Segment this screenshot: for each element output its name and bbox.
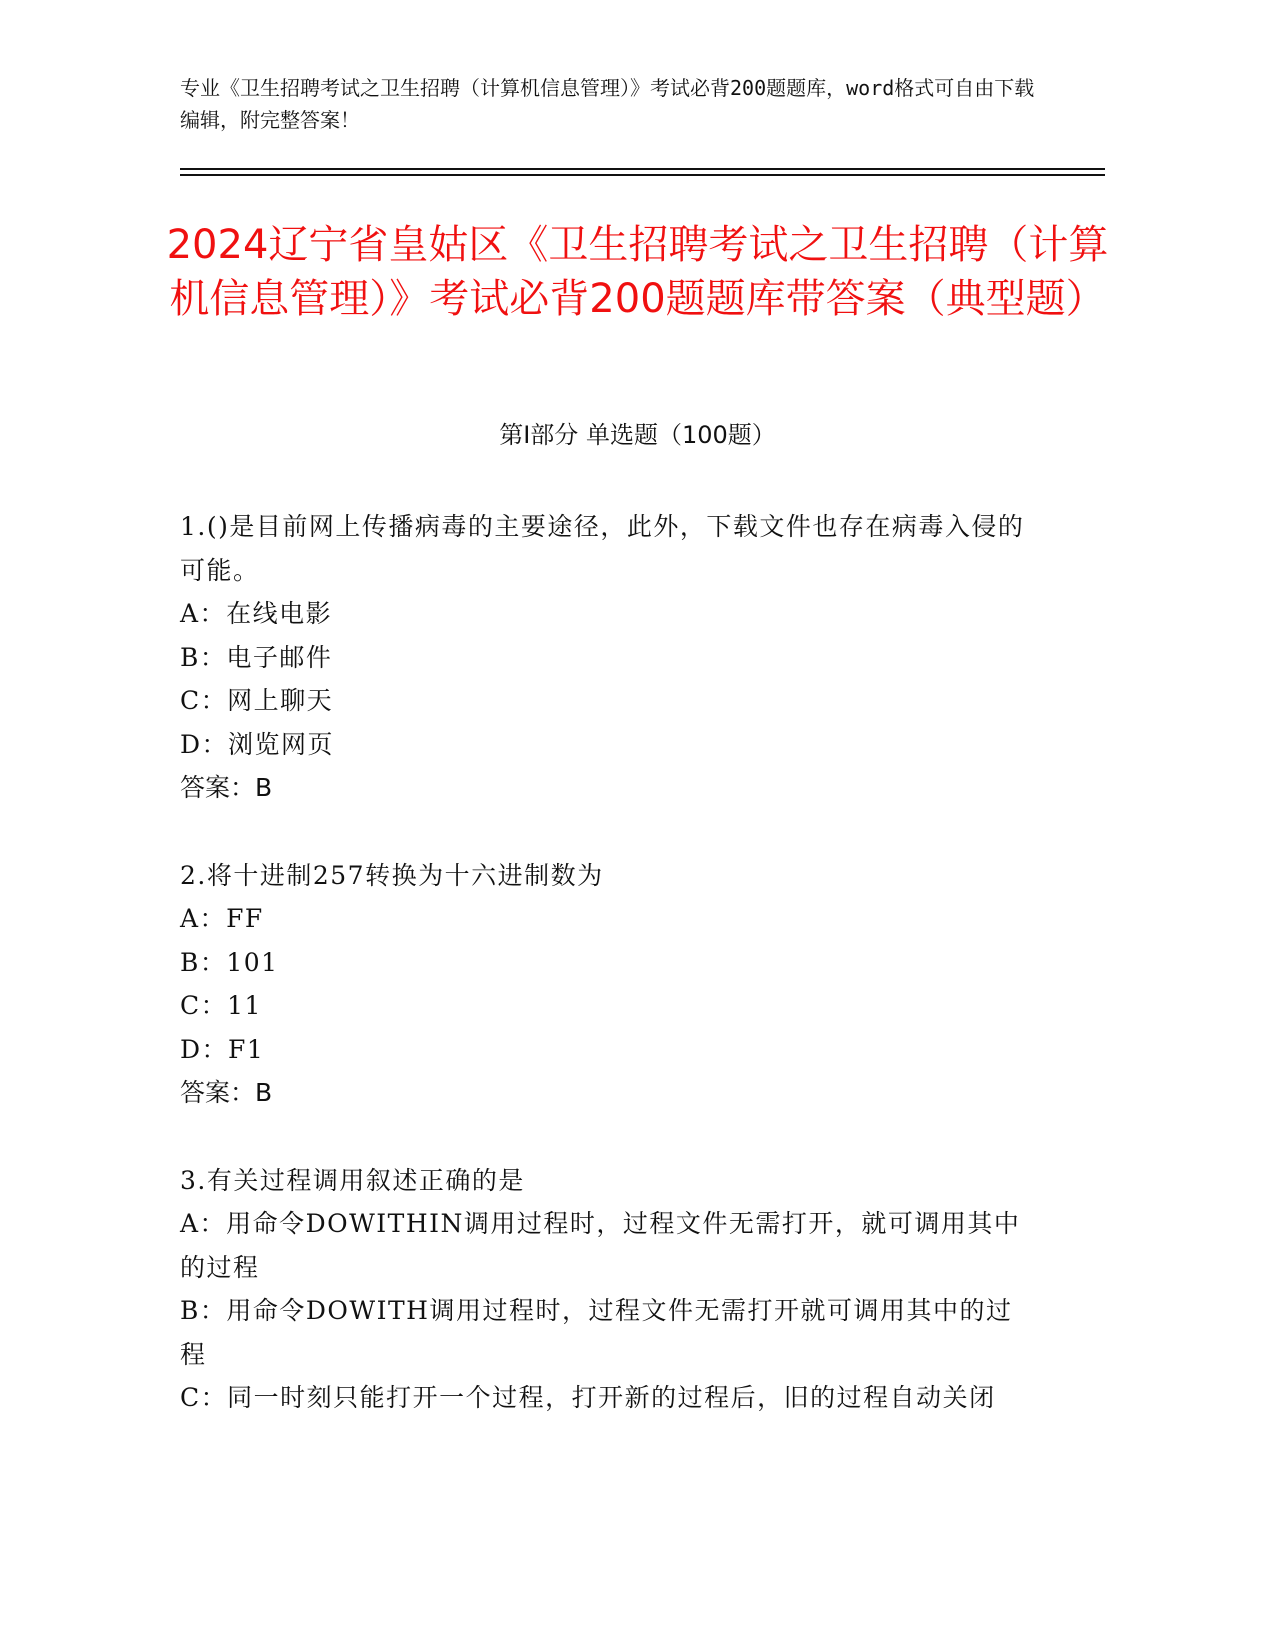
option-label: C：	[180, 1383, 228, 1412]
option-text: 用命令DOWITH调用过程时，过程文件无需打开就可调用其中的过程	[180, 1296, 1013, 1369]
option-b	[180, 636, 1030, 680]
header-note: 专业《卫生招聘考试之卫生招聘（计算机信息管理）》考试必背200题题库，word格式可自由下载编辑，附完整答案！	[180, 76, 1035, 132]
option-label: C：	[180, 991, 228, 1020]
option-c	[180, 984, 1030, 1028]
option-text: 网上聊天	[227, 686, 334, 715]
option-b	[180, 941, 1030, 985]
option-a	[180, 897, 1030, 941]
option-label: D：	[180, 1034, 229, 1064]
option-text: 电子邮件	[226, 642, 333, 672]
option-a	[180, 592, 1030, 636]
option-label: B：	[180, 947, 227, 977]
question-stem: 1.()是目前网上传播病毒的主要途径，此外，下载文件也存在病毒入侵的可能。	[180, 512, 1025, 585]
question-stem: 3.有关过程调用叙述正确的是	[180, 1165, 525, 1195]
option-text: 101	[226, 947, 279, 977]
question-2	[180, 854, 1030, 1115]
question-3	[180, 1159, 1030, 1420]
option-label: A：	[180, 904, 227, 933]
option-label: B：	[180, 642, 227, 672]
answer-line: 答案：B	[180, 1078, 273, 1107]
answer-line: 答案：B	[180, 773, 273, 802]
option-text: 11	[227, 991, 262, 1020]
option-d	[180, 723, 1030, 767]
option-text: 浏览网页	[228, 729, 335, 759]
option-label: A：	[180, 1209, 227, 1238]
question-stem: 2.将十进制257转换为十六进制数为	[180, 860, 604, 890]
question-list	[180, 505, 1030, 1464]
option-label: B：	[180, 1296, 227, 1325]
option-c	[180, 1376, 1030, 1420]
section-heading: 第Ⅰ部分 单选题（100题）	[499, 421, 776, 449]
question-1	[180, 505, 1030, 810]
option-d	[180, 1028, 1030, 1072]
document-title: 2024辽宁省皇姑区《卫生招聘考试之卫生招聘（计算机信息管理）》考试必背200题题库带答案（典型题）	[166, 222, 1109, 322]
option-c	[180, 679, 1030, 723]
header-divider-bottom	[180, 174, 1105, 176]
option-a	[180, 1202, 1030, 1289]
option-label: C：	[180, 686, 228, 715]
option-label: A：	[180, 599, 227, 628]
option-text: FF	[226, 904, 264, 933]
option-text: 在线电影	[226, 599, 333, 628]
option-text: 同一时刻只能打开一个过程，打开新的过程后，旧的过程自动关闭	[227, 1383, 996, 1412]
option-text: 用命令DOWITHIN调用过程时，过程文件无需打开，就可调用其中的过程	[180, 1209, 1021, 1282]
option-text: F1	[228, 1034, 265, 1064]
option-label: D：	[180, 729, 229, 759]
header-divider-top	[180, 168, 1105, 170]
option-b	[180, 1289, 1030, 1376]
